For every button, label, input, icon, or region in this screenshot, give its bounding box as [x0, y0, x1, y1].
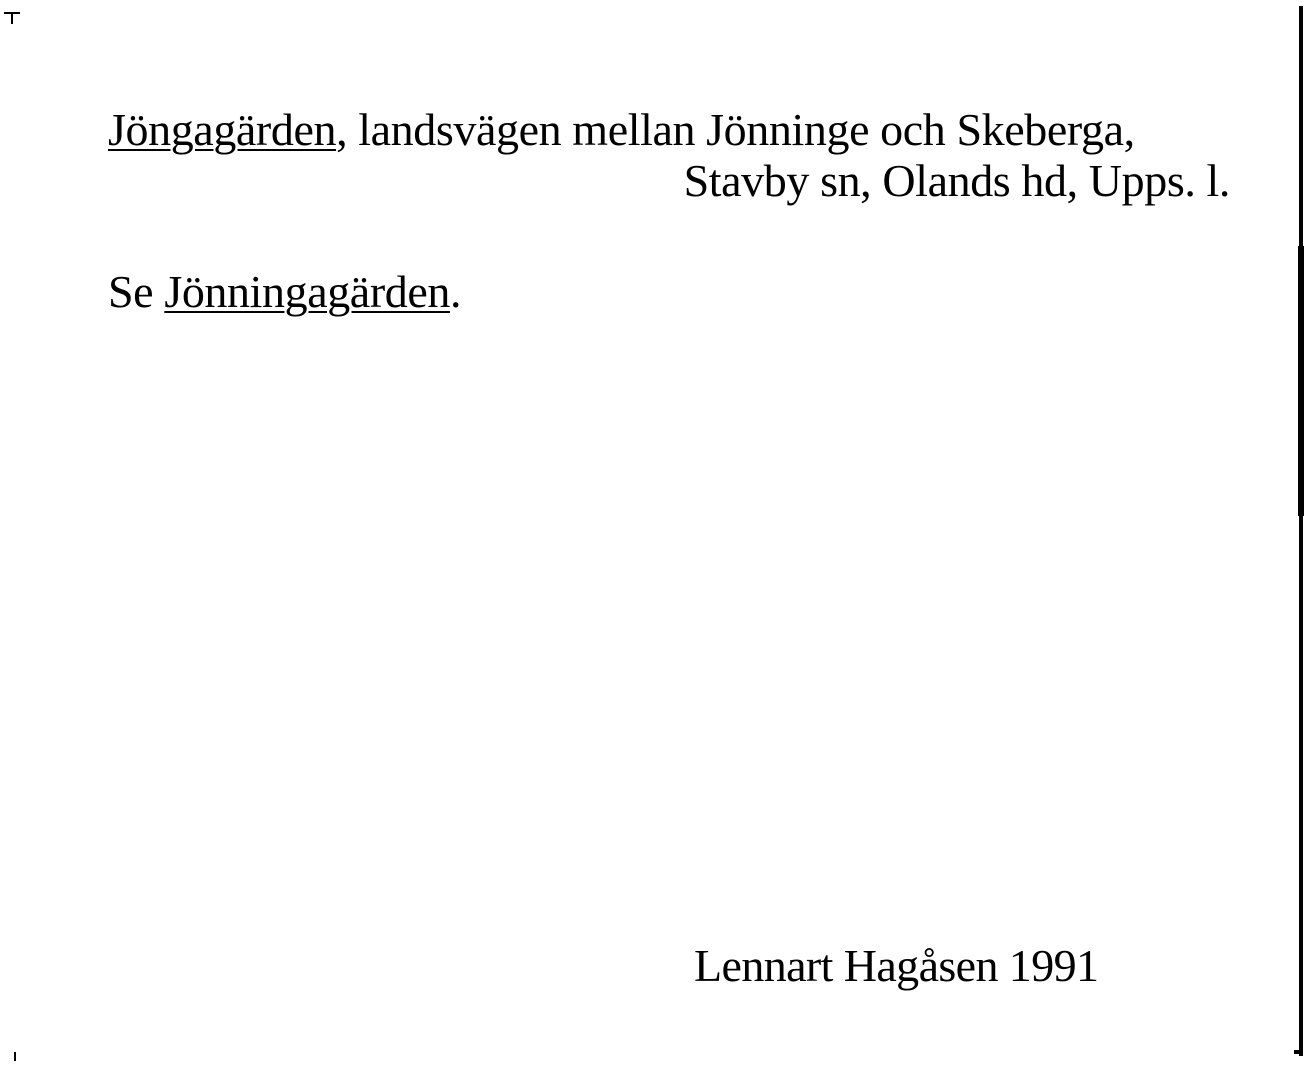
- entry-description: , landsvägen mellan Jönninge och Skeberga,: [336, 104, 1135, 155]
- card-right-edge: [1294, 6, 1308, 1056]
- signature: Lennart Hagåsen 1991: [694, 940, 1099, 991]
- cross-reference-suffix: .: [449, 266, 462, 317]
- entry-name: Jöngagärden: [108, 104, 337, 155]
- cross-reference-target: Jönningagärden: [164, 266, 450, 317]
- entry-location: Stavby sn, Olands hd, Upps. l.: [683, 155, 1230, 206]
- crop-mark-top-left: [4, 12, 20, 26]
- crop-mark-bottom-left: [14, 1052, 16, 1061]
- cross-reference-prefix: Se: [108, 266, 165, 317]
- entry-heading-line: [108, 104, 1248, 156]
- cross-reference: [108, 266, 461, 318]
